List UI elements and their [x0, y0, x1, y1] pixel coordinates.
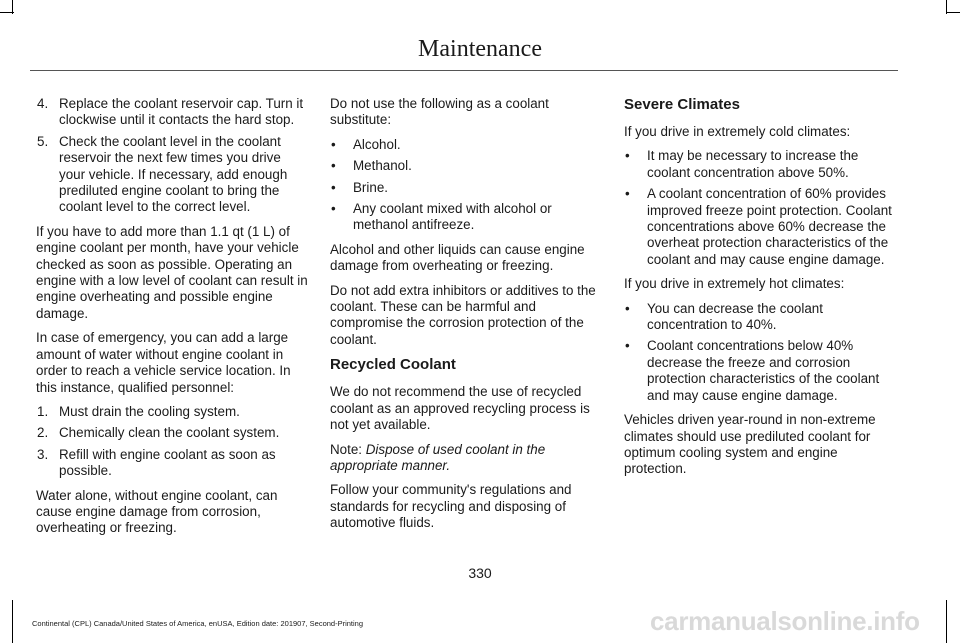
list-item	[624, 148, 898, 181]
column-3	[624, 96, 898, 486]
column-1	[36, 96, 308, 545]
column-2	[330, 96, 602, 540]
list-marker: 4.	[37, 96, 49, 111]
list-marker: 2.	[37, 425, 49, 441]
bullet-icon: •	[331, 179, 336, 195]
bullet-icon: •	[625, 300, 630, 316]
paragraph: Vehicles driven year-round in non-extreme climates should use prediluted coolant for optimum cooling system and engine protection.	[624, 412, 876, 477]
list-item-text: Brine.	[353, 179, 388, 195]
list-item-text: A coolant concentration of 60% provides improved freeze point protection. Coolant concentrations above 60% decrease the overheat protection characteristics of the coolant and may cause engine damage.	[647, 186, 892, 267]
list-marker: 1.	[37, 403, 49, 419]
header-rule	[30, 70, 898, 71]
paragraph: In case of emergency, you can add a large amount of water without engine coolant in order to reach a vehicle service location. In this instance, qualified personnel:	[36, 330, 291, 395]
crop-mark-top-left-h	[0, 12, 14, 13]
bullet-icon: •	[625, 338, 630, 354]
list-item	[36, 425, 308, 441]
list-item	[330, 158, 602, 174]
list-item	[36, 96, 308, 129]
list-marker: 5.	[37, 133, 49, 149]
page-header-title: Maintenance	[418, 36, 542, 62]
steps-list-top	[36, 96, 308, 216]
crop-mark-bottom-left-v	[12, 600, 13, 643]
paragraph: Follow your community's regulations and standards for recycling and disposing of automotive fluids.	[330, 482, 572, 531]
list-item	[330, 137, 602, 153]
list-item	[624, 301, 898, 334]
page-number: 330	[468, 565, 492, 581]
list-item-text: Check the coolant level in the coolant reservoir the next few times you drive your vehicle. If necessary, add enough prediluted engine coolant to bring the coolant level to the correct level.	[59, 133, 288, 215]
list-item-text: Refill with engine coolant as soon as possible.	[59, 446, 276, 479]
list-item-text: Replace the coolant reservoir cap. Turn it clockwise until it contacts the hard stop.	[59, 96, 304, 128]
steps-list-bottom	[36, 404, 308, 480]
hot-climate-bullet-list	[624, 301, 898, 404]
bullet-icon: •	[331, 201, 336, 217]
paragraph: Water alone, without engine coolant, can cause engine damage from corrosion, overheating or freezing.	[36, 487, 278, 536]
note-label: Note:	[330, 441, 363, 457]
list-marker: 3.	[37, 446, 49, 462]
note-paragraph	[330, 442, 602, 475]
paragraph: Alcohol and other liquids can cause engine damage from overheating or freezing.	[330, 241, 585, 274]
note-text: Dispose of used coolant in the appropriate manner.	[330, 441, 546, 473]
list-item	[36, 447, 308, 480]
list-item	[36, 134, 308, 216]
footer-edition-text: Continental (CPL) Canada/United States of America, enUSA, Edition date: 201907, Second-Printing	[32, 619, 364, 628]
bullet-icon: •	[625, 148, 630, 164]
paragraph: We do not recommend the use of recycled coolant as an approved recycling process is not yet available.	[330, 384, 590, 433]
list-item-text: Any coolant mixed with alcohol or methanol antifreeze.	[353, 201, 552, 233]
list-item-text: Must drain the cooling system.	[59, 403, 240, 419]
crop-mark-bottom-right-v	[946, 600, 947, 643]
cold-climate-bullet-list	[624, 148, 898, 268]
paragraph: Do not add extra inhibitors or additives to the coolant. These can be harmful and compromise the corrosion protection of the coolant.	[330, 282, 596, 347]
list-item	[330, 180, 602, 196]
list-item-text: Chemically clean the coolant system.	[59, 425, 280, 441]
watermark: carmanualsonline.info	[650, 606, 920, 636]
list-item-text: You can decrease the coolant concentration to 40%.	[647, 300, 823, 333]
list-item-text: It may be necessary to increase the coolant concentration above 50%.	[647, 148, 859, 180]
paragraph: Do not use the following as a coolant substitute:	[330, 96, 549, 128]
substitute-bullet-list	[330, 137, 602, 234]
bullet-icon: •	[625, 186, 630, 202]
list-item	[36, 404, 308, 420]
section-heading-severe-climates: Severe Climates	[624, 96, 740, 113]
crop-mark-top-right-h	[946, 12, 960, 13]
list-item	[330, 201, 602, 234]
paragraph: If you drive in extremely hot climates:	[624, 276, 845, 292]
section-heading-recycled-coolant: Recycled Coolant	[330, 356, 456, 374]
paragraph: If you have to add more than 1.1 qt (1 L) of engine coolant per month, have your vehicle checked as soon as possible. Operating an engine with a low level of coolant can result in engine overheating and possible engine damage.	[36, 223, 308, 321]
list-item-text: Alcohol.	[353, 136, 401, 152]
list-item-text: Coolant concentrations below 40% decrease the freeze and corrosion protection characteristics of the coolant and may cause engine damage.	[647, 338, 880, 403]
bullet-icon: •	[331, 136, 336, 152]
list-item	[624, 338, 898, 404]
list-item	[624, 186, 898, 268]
paragraph: If you drive in extremely cold climates:	[624, 124, 851, 139]
list-item-text: Methanol.	[353, 158, 412, 174]
bullet-icon: •	[331, 158, 336, 174]
